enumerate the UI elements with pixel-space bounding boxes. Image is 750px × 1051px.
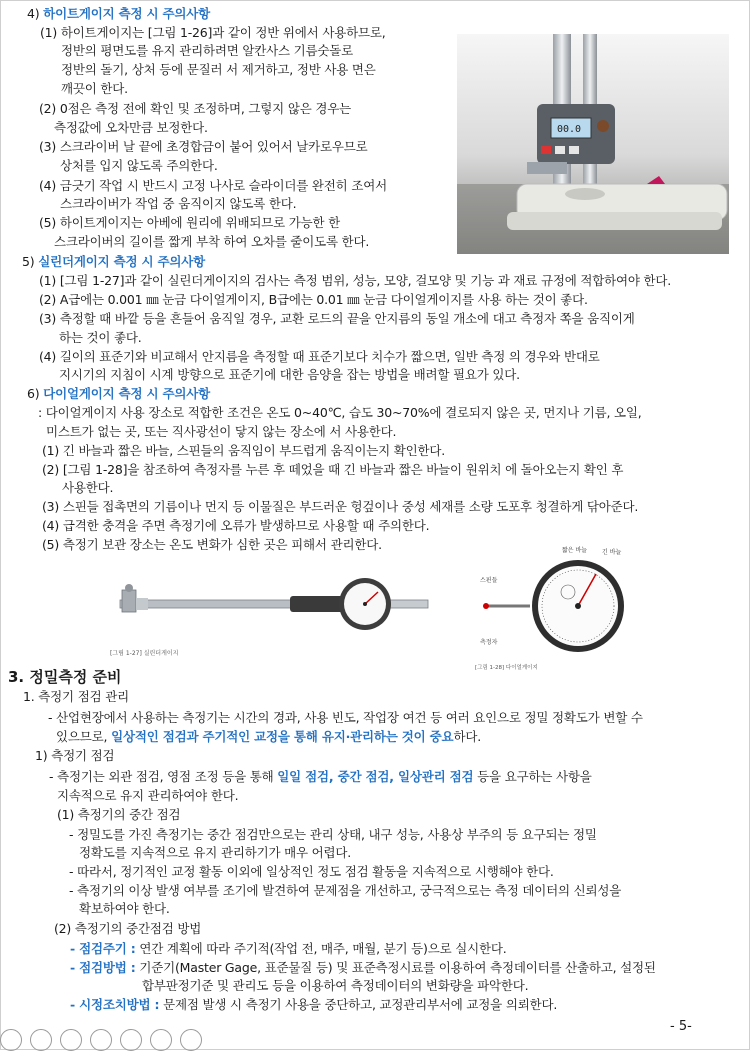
s5-line: (3) 측정할 때 바깥 등을 흔들어 움직일 경우, 교환 로드의 끝을 안지름의 동일 개소에 대고 측정자 쪽을 움직이게 xyxy=(39,311,635,326)
s4-line: 스크라이버가 작업 중 움직이지 않도록 한다. xyxy=(60,196,297,211)
method-procedure-label: - 점검방법 : xyxy=(70,960,136,975)
sub-heading-1: 1. 측정기 점검 관리 xyxy=(23,689,129,704)
label-spindle: 스핀들 xyxy=(480,577,498,584)
cylinder-gauge-figure xyxy=(110,560,440,665)
more-icon[interactable] xyxy=(180,1029,202,1051)
s4-line: (2) 0점은 측정 전에 확인 및 조정하며, 그렇지 않은 경우는 xyxy=(39,101,351,116)
s3-line: - 따라서, 정기적인 교정 활동 이외에 일상적인 정도 점검 활동을 지속적으로 시행해야 한다. xyxy=(69,864,554,879)
s3-emphasis: 일일 점검, 중간 점검, 일상관리 점검 xyxy=(277,769,474,784)
s3-text: - 측정기는 외관 점검, 영점 조정 등을 통해 xyxy=(49,769,278,784)
s3-line xyxy=(56,728,481,745)
slides-icon[interactable] xyxy=(120,1029,142,1051)
s5-line: 지시기의 지침이 시계 방향으로 표준기에 대한 음양을 잡는 방법을 배려할 필요가 있다. xyxy=(59,367,520,382)
highlighter-icon[interactable] xyxy=(90,1029,112,1051)
method-cycle-label: - 점검주기 : xyxy=(70,941,136,956)
label-short-needle: 긴 바늘 xyxy=(602,549,622,556)
section-4-heading xyxy=(27,5,210,22)
svg-text:00.0: 00.0 xyxy=(557,124,582,135)
section-5-number: 5) xyxy=(22,254,35,269)
s3-line: - 측정기의 이상 발생 여부를 조기에 발견하여 문제점을 개선하고, 궁극적으로는 측정 데이터의 신뢰성을 xyxy=(69,883,622,898)
s4-line: 측정값에 오차만큼 보정한다. xyxy=(54,120,208,135)
s3-line: - 정밀도를 가진 측정기는 중간 점검만으로는 관리 상태, 내구 성능, 사용상 부주의 등 요구되는 정밀 xyxy=(69,827,597,842)
s4-line: 스크라이버의 길이를 짧게 부착 하여 오차를 줄이도록 한다. xyxy=(54,234,370,249)
method-procedure-text: 기준기(Master Gage, 표준물질 등) 및 표준측정시료를 이용하여 측정데이터를 산출하고, 설정된 xyxy=(135,960,656,975)
zoom-icon[interactable] xyxy=(150,1029,172,1051)
s3-emphasis: 일상적인 점검과 주기적인 교정을 통해 유지·관리하는 것이 중요 xyxy=(111,729,454,744)
s6-line: 미스트가 없는 곳, 또는 직사광선이 닿지 않는 장소에 서 사용한다. xyxy=(46,424,397,439)
s4-line: 정반의 돌기, 상처 등에 문질러 서 제거하고, 정반 사용 면은 xyxy=(61,62,376,77)
s3-line: - 산업현장에서 사용하는 측정기는 시간의 경과, 사용 빈도, 작업장 여건 등 여러 요인으로 정밀 정확도가 변할 수 xyxy=(48,710,643,725)
s3-text: 하다. xyxy=(453,729,481,744)
section-6-number: 6) xyxy=(27,386,40,401)
method-corrective-label: - 시정조치방법 : xyxy=(70,997,160,1012)
s6-line: : 다이얼게이지 사용 장소로 적합한 조건은 온도 0~40℃, 습도 30~70%에 결로되지 않은 곳, 먼지나 기름, 오일, xyxy=(38,405,642,420)
chapter-heading: 3. 정밀측정 준비 xyxy=(8,668,122,686)
s4-line: (3) 스크라이버 날 끝에 초경합금이 붙어 있어서 날카로우므로 xyxy=(39,139,368,154)
figure-1-28-caption: [그림 1-28] 다이얼게이지 xyxy=(475,665,538,671)
s4-line: (5) 하이트게이지는 아베에 원리에 위배되므로 가능한 한 xyxy=(39,215,340,230)
figure-1-27-caption: [그림 1-27] 실린더게이지 xyxy=(110,650,179,657)
method-corrective-text: 문제점 발생 시 측정기 사용을 중단하고, 교정관리부서에 교정을 의뢰한다. xyxy=(159,997,558,1012)
pen-icon[interactable] xyxy=(60,1029,82,1051)
dial-gauge-figure xyxy=(470,544,670,674)
prev-icon[interactable] xyxy=(0,1029,22,1051)
s5-line: 하는 것이 좋다. xyxy=(59,330,142,345)
section-4-title: 하이트게이지 측정 시 주의사항 xyxy=(43,6,211,21)
method-cycle-text: 연간 계획에 따라 주기적(작업 전, 매주, 매월, 분기 등)으로 실시한다. xyxy=(135,941,507,956)
s6-line: (5) 측정기 보관 장소는 온도 변화가 심한 곳은 피해서 관리한다. xyxy=(42,537,382,552)
method-cycle xyxy=(70,940,507,957)
section-6-heading xyxy=(27,385,210,402)
s4-line: (1) 하이트게이지는 [그림 1-26]과 같이 정반 위에서 사용하므로, xyxy=(40,25,386,40)
page-number: - 5- xyxy=(670,1019,692,1034)
viewer-toolbar xyxy=(0,1023,260,1051)
s4-line: 상처를 입지 않도록 주의한다. xyxy=(60,158,218,173)
section-4-number: 4) xyxy=(27,6,40,21)
next-icon[interactable] xyxy=(30,1029,52,1051)
s3-line: 확보하여야 한다. xyxy=(79,901,170,916)
s6-line: (3) 스핀들 접촉면의 기름이나 먼지 등 이물질은 부드러운 헝겊이나 중성 세재를 소량 도포후 청결하게 닦아준다. xyxy=(42,499,639,514)
sub-heading-1-1: 1) 측정기 점검 xyxy=(35,748,115,763)
sub-heading-1-1-1: (1) 측정기의 중간 점검 xyxy=(57,807,181,822)
section-5-title: 실린더게이지 측정 시 주의사항 xyxy=(38,254,206,269)
s3-text: 있으므로, xyxy=(56,729,112,744)
section-6-title: 다이얼게이지 측정 시 주의사항 xyxy=(43,386,211,401)
label-contact-point: 측정자 xyxy=(480,639,498,646)
sub-heading-1-1-2: (2) 측정기의 중간점검 방법 xyxy=(54,921,202,936)
s6-line: (1) 긴 바늘과 짧은 바늘, 스핀들의 움직임이 부드럽게 움직이는지 확인한다. xyxy=(42,443,445,458)
s6-line: 사용한다. xyxy=(62,480,114,495)
s4-line: 정반의 평면도를 유지 관리하려면 알칸사스 기름숫돌로 xyxy=(61,43,353,58)
s5-line: (1) [그림 1-27]과 같이 실린더게이지의 검사는 측정 범위, 성능, 모양, 걸모양 및 기능 과 재료 규정에 적합하여야 한다. xyxy=(39,273,672,288)
s3-line: 정확도를 지속적으로 유지 관리하기가 매우 어렵다. xyxy=(79,845,352,860)
label-long-needle: 짧은 바늘 xyxy=(562,547,588,554)
s3-line: 지속적으로 유지 관리하여야 한다. xyxy=(57,788,239,803)
s5-line: (2) A급에는 0.001 ㎜ 눈금 다이얼게이지, B급에는 0.01 ㎜ 눈금 다이얼게이지를 사용 하는 것이 좋다. xyxy=(39,292,588,307)
method-corrective xyxy=(70,996,557,1013)
s6-line: (2) [그림 1-28]을 참조하여 측정자를 누른 후 떼었을 때 긴 바늘과 짧은 바늘이 원위치 에 돌아오는지 확인 후 xyxy=(42,462,624,477)
s3-text: 등을 요구하는 사항을 xyxy=(473,769,592,784)
s4-line: 깨끗이 한다. xyxy=(61,81,128,96)
method-procedure xyxy=(70,959,656,976)
s4-line: (4) 금긋기 작업 시 반드시 고정 나사로 슬라이더를 완전히 조여서 xyxy=(39,178,387,193)
section-5-heading xyxy=(22,253,205,270)
height-gauge-photo xyxy=(457,34,729,254)
s3-line xyxy=(49,768,592,785)
s6-line: (4) 급격한 충격을 주면 측정기에 오류가 발생하므로 사용할 때 주의한다. xyxy=(42,518,430,533)
s5-line: (4) 길이의 표준기와 비교해서 안지름을 측정할 때 표준기보다 치수가 짧으면, 일반 측정 의 경우와 반대로 xyxy=(39,349,600,364)
s3-line: 합부판정기준 및 관리도 등을 이용하여 측정데이터의 변화량을 파악한다. xyxy=(142,978,529,993)
